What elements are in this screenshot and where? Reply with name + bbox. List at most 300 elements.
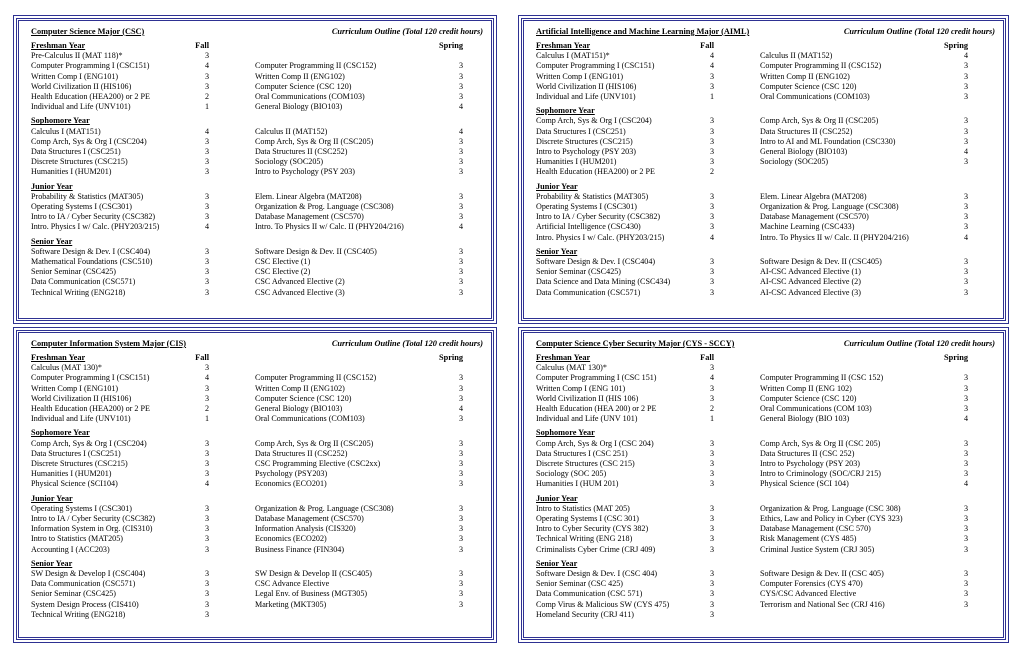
spring-credits: 3 (963, 157, 968, 167)
spring-course: Intro to Criminology (SOC/CRJ 215) (760, 469, 881, 479)
course-row (536, 82, 995, 92)
spring-course: CSC Advanced Elective (2) (255, 277, 345, 287)
spring-credits (938, 610, 968, 620)
spring-credits: 3 (963, 373, 968, 383)
fall-course: Data Structures I (CSC 251) (536, 448, 628, 458)
spring-credits: 3 (458, 544, 463, 554)
spring-course: Organization & Prog. Language (CSC308) (255, 503, 394, 513)
fall-credits: 3 (709, 479, 714, 489)
spring-course: Ethics, Law and Policy in Cyber (CYS 323) (760, 514, 903, 524)
column-gap (209, 479, 255, 489)
column-gap (209, 102, 255, 112)
column-gap (209, 257, 255, 267)
section-title: Freshman Year (31, 353, 86, 362)
fall-course: Intro to Psychology (PSY 203) (536, 147, 636, 157)
spring-course: Intro. To Physics II w/ Calc. II (PHY204/216) (255, 222, 404, 232)
spring-course: Oral Communications (COM103) (760, 92, 870, 102)
spring-course: CSC Elective (2) (255, 267, 311, 277)
spring-credits: 3 (963, 267, 968, 277)
column-gap (714, 257, 760, 267)
column-gap (714, 212, 760, 222)
fall-credits: 3 (204, 393, 209, 403)
fall-course: Computer Programming I (CSC 151) (536, 373, 657, 383)
fall-credits: 3 (204, 544, 209, 554)
course-row (31, 102, 483, 112)
fall-course: Senior Seminar (CSC425) (31, 589, 116, 599)
panel-header (31, 338, 483, 349)
fall-credits: 3 (709, 448, 714, 458)
column-gap (714, 524, 760, 534)
course-row (536, 394, 995, 404)
course-row (31, 524, 483, 534)
fall-credits: 4 (709, 373, 714, 383)
spring-course: Elem. Linear Algebra (MAT208) (760, 191, 867, 201)
column-gap (714, 167, 760, 177)
fall-credits: 3 (204, 514, 209, 524)
spring-credits: 3 (458, 61, 463, 71)
course-row (536, 51, 995, 61)
section-title: Senior Year (536, 246, 578, 256)
spring-course: Organization & Prog. Language (CSC 308) (760, 503, 901, 513)
fall-course: Discrete Structures (CSC215) (31, 459, 128, 469)
spring-credits: 3 (458, 191, 463, 201)
spring-credits: 3 (963, 116, 968, 126)
spring-course: Sociology (SOC205) (255, 157, 324, 167)
fall-course: Intro to Cyber Security (CYS 382) (536, 524, 649, 534)
spring-credits: 3 (458, 287, 463, 297)
spring-credits: 3 (458, 71, 463, 81)
spring-credits: 3 (458, 503, 463, 513)
section-title: Junior Year (31, 181, 73, 191)
spring-label: Spring (439, 41, 463, 50)
fall-credits: 3 (709, 599, 714, 609)
course-row (536, 92, 995, 102)
fall-credits: 3 (709, 277, 714, 287)
fall-credits: 3 (709, 81, 714, 91)
fall-course: Computer Programming I (CSC151) (31, 373, 150, 383)
major-code: (AIML) (721, 27, 750, 36)
fall-course: Written Comp I (ENG101) (31, 71, 119, 81)
spring-credits: 3 (458, 534, 463, 544)
column-gap (714, 449, 760, 459)
course-row (536, 610, 995, 620)
course-row (31, 394, 483, 404)
spring-course (760, 167, 938, 177)
spring-credits: 3 (458, 589, 463, 599)
fall-course: Intro to Statistics (MAT 205) (536, 503, 630, 513)
spring-credits: 3 (963, 257, 968, 267)
spring-credits: 4 (963, 414, 968, 424)
spring-course: General Biology (BIO103) (760, 147, 848, 157)
course-row (31, 192, 483, 202)
column-gap (714, 373, 760, 383)
fall-course: Data Communication (CSC571) (31, 579, 136, 589)
spring-credits: 4 (963, 147, 968, 157)
spring-credits: 3 (458, 448, 463, 458)
course-row (536, 589, 995, 599)
fall-credits: 3 (204, 212, 209, 222)
fall-credits: 4 (204, 373, 209, 383)
fall-credits: 3 (709, 363, 714, 373)
section-title: Sophomore Year (31, 116, 90, 126)
spring-course: Calculus II (MAT152) (760, 51, 833, 61)
column-gap (209, 569, 255, 579)
column-gap (209, 277, 255, 287)
fall-course: Discrete Structures (CSC 215) (536, 459, 635, 469)
fall-credits: 3 (709, 191, 714, 201)
spring-credits: 3 (458, 212, 463, 222)
spring-credits: 3 (963, 404, 968, 414)
spring-credits: 3 (458, 373, 463, 383)
fall-credits: 1 (204, 414, 209, 424)
spring-credits: 3 (458, 514, 463, 524)
spring-credits: 3 (963, 191, 968, 201)
year-header-row (536, 41, 995, 51)
course-row (536, 202, 995, 212)
spring-credits: 3 (963, 212, 968, 222)
column-gap (209, 363, 255, 373)
spring-course: Legal Env. of Business (MGT305) (255, 589, 368, 599)
column-gap (714, 504, 760, 514)
spring-course: Computer Science (CSC 120) (760, 81, 857, 91)
fall-course: Data Communication (CSC 571) (536, 589, 643, 599)
spring-credits: 4 (458, 102, 463, 112)
fall-credits: 3 (204, 569, 209, 579)
spring-course (760, 610, 938, 620)
fall-course: Comp Arch, Sys & Org I (CSC204) (31, 438, 147, 448)
fall-credits: 3 (709, 544, 714, 554)
spring-credits: 3 (963, 277, 968, 287)
panel-cis (16, 330, 494, 640)
course-row (31, 579, 483, 589)
spring-credits: 3 (963, 202, 968, 212)
fall-course: Data Science and Data Mining (CSC434) (536, 277, 671, 287)
column-gap (714, 192, 760, 202)
course-row (536, 384, 995, 394)
column-gap (209, 147, 255, 157)
fall-credits: 3 (204, 246, 209, 256)
fall-credits: 3 (204, 277, 209, 287)
spring-course: Intro to Psychology (PSY 203) (760, 459, 860, 469)
fall-course: Written Comp I (ENG101) (31, 383, 119, 393)
course-row (31, 247, 483, 257)
course-row (31, 82, 483, 92)
column-gap (714, 610, 760, 620)
fall-course: Senior Seminar (CSC425) (536, 267, 621, 277)
fall-course: Humanities I (HUM201) (31, 167, 112, 177)
spring-course: Software Design & Dev. II (CSC405) (760, 257, 882, 267)
spring-course: Software Design & Dev. II (CSC405) (255, 246, 377, 256)
column-gap (209, 469, 255, 479)
column-gap (209, 51, 255, 61)
course-row (536, 277, 995, 287)
column-gap (714, 414, 760, 424)
fall-course: Intro to Statistics (MAT205) (31, 534, 123, 544)
column-gap (209, 504, 255, 514)
column-gap (209, 61, 255, 71)
spring-course: Terrorism and National Sec (CRJ 416) (760, 599, 885, 609)
fall-course: Individual and Life (UNV101) (31, 414, 131, 424)
spring-label: Spring (439, 353, 463, 362)
fall-credits: 3 (204, 534, 209, 544)
spring-course: General Biology (BIO103) (255, 404, 343, 414)
column-gap (209, 137, 255, 147)
fall-credits: 1 (204, 102, 209, 112)
course-row (31, 534, 483, 544)
column-gap (209, 192, 255, 202)
fall-credits: 3 (204, 167, 209, 177)
spring-course: Written Comp II (ENG102) (255, 71, 345, 81)
spring-credits: 3 (963, 589, 968, 599)
section-title: Freshman Year (536, 41, 591, 50)
spring-credits: 3 (458, 277, 463, 287)
spring-course: Comp Arch, Sys & Org II (CSC205) (760, 116, 879, 126)
spring-credits: 3 (458, 167, 463, 177)
fall-course: Intro. Physics I w/ Calc. (PHY203/215) (31, 222, 160, 232)
fall-course: Probability & Statistics (MAT305) (31, 191, 144, 201)
course-row (31, 610, 483, 620)
column-gap (209, 439, 255, 449)
panel-aiml (521, 18, 1006, 321)
column-gap (714, 51, 760, 61)
column-gap (209, 167, 255, 177)
fall-course: Data Structures I (CSC251) (31, 448, 121, 458)
fall-course: Comp Arch, Sys & Org I (CSC204) (536, 116, 652, 126)
spring-course: Calculus II (MAT152) (255, 126, 328, 136)
course-row (536, 167, 995, 177)
fall-credits: 3 (204, 469, 209, 479)
fall-credits: 3 (204, 71, 209, 81)
spring-credits: 3 (963, 393, 968, 403)
spring-course: Oral Communications (COM 103) (760, 404, 872, 414)
spring-credits: 4 (458, 404, 463, 414)
course-row (31, 363, 483, 373)
spring-course: SW Design & Develop II (CSC405) (255, 569, 372, 579)
fall-credits: 3 (709, 514, 714, 524)
column-gap (209, 212, 255, 222)
spring-credits: 3 (963, 81, 968, 91)
course-row (31, 514, 483, 524)
column-gap (209, 384, 255, 394)
fall-credits: 4 (204, 61, 209, 71)
spring-course: Computer Programming II (CSC 152) (760, 373, 884, 383)
course-row (536, 600, 995, 610)
column-gap (714, 404, 760, 414)
column-gap (209, 579, 255, 589)
spring-credits: 3 (963, 222, 968, 232)
spring-course: Database Management (CSC 570) (760, 524, 871, 534)
fall-credits: 3 (204, 202, 209, 212)
section-title: Sophomore Year (536, 428, 595, 438)
spring-credits: 3 (458, 267, 463, 277)
curriculum-outline-label: Curriculum Outline (Total 120 credit hours) (331, 27, 483, 36)
fall-label: Fall (195, 353, 209, 362)
spring-credits: 3 (458, 479, 463, 489)
course-row (31, 479, 483, 489)
course-row (536, 459, 995, 469)
spring-credits: 3 (458, 81, 463, 91)
course-row (31, 404, 483, 414)
major-title (536, 26, 749, 37)
fall-course: Individual and Life (UNV101) (31, 102, 131, 112)
course-row (31, 92, 483, 102)
column-gap (714, 233, 760, 243)
section-title: Sophomore Year (536, 106, 595, 116)
fall-course: Calculus (MAT 130)* (31, 363, 102, 373)
spring-course (760, 363, 938, 373)
spring-course: Oral Communications (COM103) (255, 414, 365, 424)
column-gap (209, 404, 255, 414)
fall-credits: 2 (709, 404, 714, 414)
course-row (536, 579, 995, 589)
column-gap (209, 610, 255, 620)
course-row (31, 504, 483, 514)
spring-course: Intro to Psychology (PSY 203) (255, 167, 355, 177)
course-row (536, 524, 995, 534)
fall-course: Technical Writing (ENG 218) (536, 534, 633, 544)
spring-course: Software Design & Dev. II (CSC 405) (760, 569, 884, 579)
course-row (536, 504, 995, 514)
fall-credits: 4 (709, 51, 714, 61)
fall-course: Criminalists Cyber Crime (CRJ 409) (536, 544, 656, 554)
fall-course: Computer Programming I (CSC151) (31, 61, 150, 71)
course-row (536, 414, 995, 424)
panel-csc (16, 18, 494, 321)
spring-course: Sociology (SOC205) (760, 157, 829, 167)
spring-credits: 3 (458, 393, 463, 403)
section-title: Junior Year (536, 181, 578, 191)
spring-course: General Biology (BIO 103) (760, 414, 850, 424)
spring-course: CSC Programming Elective (CSC2xx) (255, 459, 381, 469)
course-row (31, 288, 483, 298)
fall-course: Data Structures I (CSC251) (536, 126, 626, 136)
spring-course: Information Analysis (CIS320) (255, 524, 356, 534)
spring-course: Database Management (CSC570) (255, 514, 364, 524)
column-gap (209, 373, 255, 383)
fall-course: Data Communication (CSC571) (536, 287, 641, 297)
column-gap (714, 127, 760, 137)
fall-credits: 3 (204, 267, 209, 277)
fall-course: Health Education (HEA200) or 2 PE (31, 92, 150, 102)
spring-credits (433, 363, 463, 373)
course-row (536, 545, 995, 555)
column-gap (209, 92, 255, 102)
fall-course: Individual and Life (UNV 101) (536, 414, 638, 424)
fall-credits: 3 (709, 147, 714, 157)
spring-course: Psychology (PSY203) (255, 469, 328, 479)
column-gap (714, 363, 760, 373)
fall-course: Pre-Calculus II (MAT 118)* (31, 51, 123, 61)
fall-credits: 3 (204, 383, 209, 393)
fall-course: Software Design & Dev. I (CSC404) (536, 257, 656, 267)
fall-course: Written Comp I (ENG 101) (536, 383, 626, 393)
fall-credits: 3 (709, 459, 714, 469)
fall-credits: 3 (204, 448, 209, 458)
course-row (31, 439, 483, 449)
column-gap (714, 288, 760, 298)
fall-credits: 2 (204, 92, 209, 102)
column-gap (209, 157, 255, 167)
major-code: (CSC) (122, 27, 145, 36)
major-name: Computer Science Cyber Security Major (536, 339, 681, 348)
column-gap (209, 288, 255, 298)
fall-course: Data Communication (CSC571) (31, 277, 136, 287)
course-row (31, 277, 483, 287)
course-row (31, 600, 483, 610)
section-title: Senior Year (31, 236, 73, 246)
fall-credits: 3 (709, 116, 714, 126)
section-title: Junior Year (536, 493, 578, 503)
course-row (31, 157, 483, 167)
column-gap (714, 579, 760, 589)
fall-course: Health Education (HEA200) or 2 PE (31, 404, 150, 414)
spring-course: Risk Management (CYS 485) (760, 534, 857, 544)
column-gap (714, 92, 760, 102)
column-gap (714, 116, 760, 126)
year-header-row (31, 353, 483, 363)
spring-course: Computer Science (CSC 120) (760, 393, 857, 403)
course-row (536, 192, 995, 202)
fall-credits: 3 (709, 71, 714, 81)
course-row (536, 137, 995, 147)
fall-course: Technical Writing (ENG218) (31, 609, 126, 619)
fall-credits: 4 (204, 222, 209, 232)
fall-course: Intro to IA / Cyber Security (CSC382) (31, 514, 156, 524)
major-title (31, 338, 186, 349)
spring-course: AI-CSC Advanced Elective (1) (760, 267, 861, 277)
course-row (536, 212, 995, 222)
fall-credits: 3 (204, 589, 209, 599)
fall-course: Comp Arch, Sys & Org I (CSC 204) (536, 438, 654, 448)
fall-credits: 3 (204, 524, 209, 534)
course-row (31, 384, 483, 394)
spring-credits (938, 363, 968, 373)
fall-credits: 1 (709, 414, 714, 424)
column-gap (714, 137, 760, 147)
course-row (31, 569, 483, 579)
panel-header (536, 338, 995, 349)
spring-credits: 3 (963, 71, 968, 81)
fall-course: Software Design & Dev. I (CSC 404) (536, 569, 658, 579)
course-row (536, 72, 995, 82)
fall-credits: 3 (204, 191, 209, 201)
course-row (31, 222, 483, 232)
course-row (536, 373, 995, 383)
fall-course: Discrete Structures (CSC215) (31, 157, 128, 167)
panel-header (31, 26, 483, 37)
spring-credits: 3 (458, 202, 463, 212)
curriculum-outline-label: Curriculum Outline (Total 120 credit hours) (843, 339, 995, 348)
column-gap (714, 469, 760, 479)
major-title (31, 26, 144, 37)
fall-credits: 3 (709, 287, 714, 297)
fall-credits: 3 (709, 157, 714, 167)
spring-course: Physical Science (SCI 104) (760, 479, 849, 489)
column-gap (209, 414, 255, 424)
spring-credits: 3 (963, 569, 968, 579)
column-gap (209, 82, 255, 92)
spring-course: Organization & Prog. Language (CSC308) (255, 202, 394, 212)
spring-credits: 3 (458, 599, 463, 609)
column-gap (714, 384, 760, 394)
column-gap (714, 72, 760, 82)
major-name: Computer Information System Major (31, 339, 165, 348)
section-title: Freshman Year (31, 41, 86, 50)
spring-label: Spring (944, 41, 968, 50)
fall-credits: 3 (709, 524, 714, 534)
section-title: Freshman Year (536, 353, 591, 362)
column-gap (209, 222, 255, 232)
